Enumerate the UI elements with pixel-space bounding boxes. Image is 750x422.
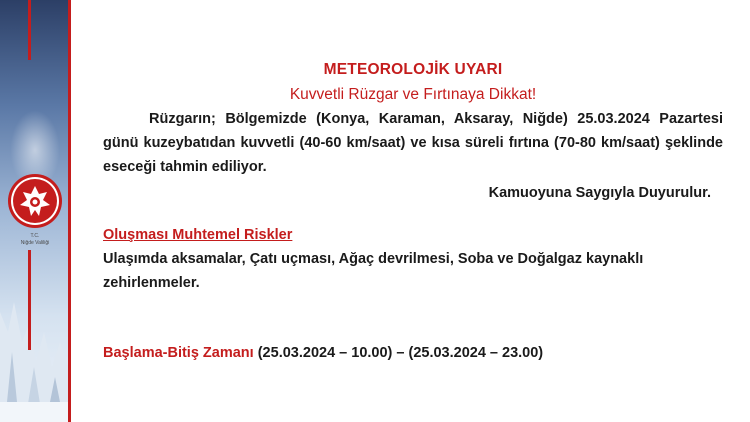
emblem-caption-line1: T.C. <box>30 233 40 239</box>
emblem-caption-line2: Niğde Valiliği <box>20 240 50 246</box>
red-accent-line <box>28 0 31 60</box>
document-title: METEOROLOJİK UYARI <box>323 61 503 78</box>
warning-document <box>103 58 723 365</box>
time-range-label: Başlama-Bitiş Zamanı <box>103 345 254 361</box>
red-border-line <box>68 0 71 422</box>
warning-body: Rüzgarın; Bölgemizde (Konya, Karaman, Aksaray, Niğde) 25.03.2024 Pazartesi günü kuzeybatıdan kuvvetli (40-60 km/saat) ve kısa süreli fırtına (70-80 km/saat) şeklinde eseceği tahmin ediliyor. <box>103 111 723 175</box>
decorative-sidebar <box>0 0 70 422</box>
time-range-line <box>103 341 723 365</box>
closing-line: Kamuoyuna Saygıyla Duyurulur. <box>488 185 711 201</box>
governorship-emblem <box>6 172 64 230</box>
snowy-trees-image <box>0 272 70 422</box>
document-subtitle: Kuvvetli Rüzgar ve Fırtınaya Dikkat! <box>289 86 537 103</box>
risks-heading: Oluşması Muhtemel Riskler <box>103 227 293 243</box>
time-range-value: (25.03.2024 – 10.00) – (25.03.2024 – 23.00) <box>253 345 544 361</box>
red-accent-line <box>28 250 31 350</box>
risks-text: Ulaşımda aksamalar, Çatı uçması, Ağaç devrilmesi, Soba ve Doğalgaz kaynaklı zehirlenmeler. <box>103 251 644 291</box>
